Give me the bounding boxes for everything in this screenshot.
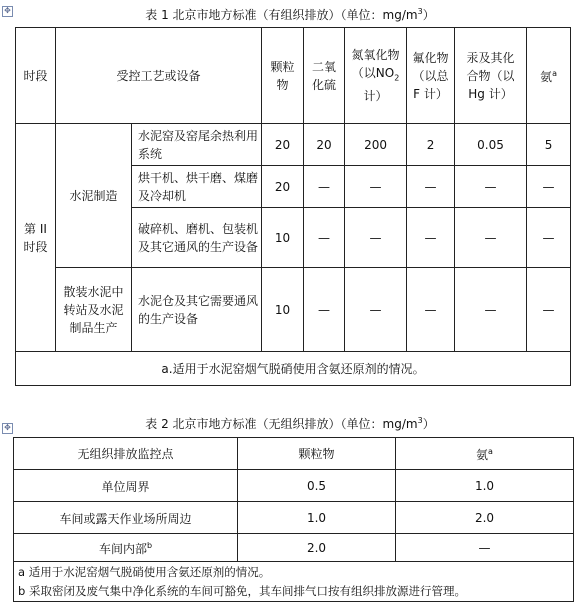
pm-cell: 2.0 [238,534,396,562]
process-cell: 破碎机、磨机、包装机及其它通风的生产设备 [132,208,262,268]
ammonia-cell: — [527,208,571,268]
table-row [14,502,574,534]
hg-cell: — [455,268,527,352]
nox-cell: — [345,208,407,268]
fluoride-cell: — [407,268,455,352]
nox-cell: — [345,166,407,208]
pm-cell: 10 [262,208,304,268]
monitoring-point-cell: 单位周界 [14,470,238,502]
table2-note-b: b 采取密闭及废气集中净化系统的车间可豁免，其车间排气口按有组织排放源进行管理。 [18,583,466,598]
header-process: 受控工艺或设备 [56,28,262,124]
hg-cell: — [455,166,527,208]
table1 [15,27,571,386]
so2-cell: — [304,268,345,352]
fluoride-cell: — [407,166,455,208]
table2 [13,437,574,602]
table1-note-row [16,352,571,386]
ammonia-cell: 1.0 [396,470,574,502]
monitoring-point-cell: 车间或露天作业场所周边 [14,502,238,534]
table-row [16,268,571,352]
header-fluoride: 氟化物（以总 F 计） [407,28,455,124]
table-row [14,534,574,562]
fluoride-cell: — [407,208,455,268]
pm-cell: 20 [262,166,304,208]
process-cell: 水泥仓及其它需要通风的生产设备 [132,268,262,352]
table2-caption-text: 表 2 北京市地方标准（无组织排放）（单位：mg/m [145,417,418,431]
table1-caption [0,6,580,23]
ammonia-cell: — [527,268,571,352]
table-row [16,124,571,166]
table1-caption-sup: 3 [417,7,423,16]
ammonia-cell: — [527,166,571,208]
table1-caption-end: ） [422,8,435,22]
so2-cell: — [304,208,345,268]
nox-cell: 200 [345,124,407,166]
group-cement-manufacturing: 水泥制造 [56,124,132,268]
process-cell: 水泥窑及窑尾余热利用系统 [132,124,262,166]
table1-move-handle[interactable]: ✥ [2,6,13,17]
table1-caption-text: 表 1 北京市地方标准（有组织排放）（单位：mg/m [145,8,418,22]
table2-notes [14,562,574,602]
header-period: 时段 [16,28,56,124]
table-row [14,470,574,502]
header-pm: 颗粒物 [238,438,396,470]
hg-cell: 0.05 [455,124,527,166]
table2-note-row [14,562,574,602]
table1-header-row [16,28,571,124]
table1-note: a.适用于水泥窑烟气脱硝使用含氨还原剂的情况。 [16,352,571,386]
pm-cell: 1.0 [238,502,396,534]
period-cell: 第 II 时段 [16,124,56,352]
nox-cell: — [345,268,407,352]
header-so2: 二氧化硫 [304,28,345,124]
table2-caption-end: ） [422,417,435,431]
header-monitoring-point: 无组织排放监控点 [14,438,238,470]
so2-cell: 20 [304,124,345,166]
pm-cell: 10 [262,268,304,352]
table2-caption [0,415,580,432]
monitoring-point-cell: 车间内部$^b$ [14,534,238,562]
fluoride-cell: 2 [407,124,455,166]
table2-note-a: a 适用于水泥窑烟气脱硝使用含氨还原剂的情况。 [18,564,271,579]
table2-move-handle[interactable]: ✥ [2,423,13,434]
process-cell: 烘干机、烘干磨、煤磨及冷却机 [132,166,262,208]
table2-caption-sup: 3 [417,416,423,425]
pm-cell: 20 [262,124,304,166]
header-pm: 颗粒物 [262,28,304,124]
ammonia-cell: 2.0 [396,502,574,534]
header-ammonia: 氨$^a$ [527,28,571,124]
so2-cell: — [304,166,345,208]
header-hg: 汞及其化合物（以Hg 计） [455,28,527,124]
ammonia-cell: 5 [527,124,571,166]
ammonia-cell: — [396,534,574,562]
table2-header-row [14,438,574,470]
pm-cell: 0.5 [238,470,396,502]
group-bulk-cement: 散装水泥中转站及水泥制品生产 [56,268,132,352]
header-nox: 氮氧化物（以$NO_2$计） [345,28,407,124]
hg-cell: — [455,208,527,268]
header-ammonia: 氨$^a$ [396,438,574,470]
